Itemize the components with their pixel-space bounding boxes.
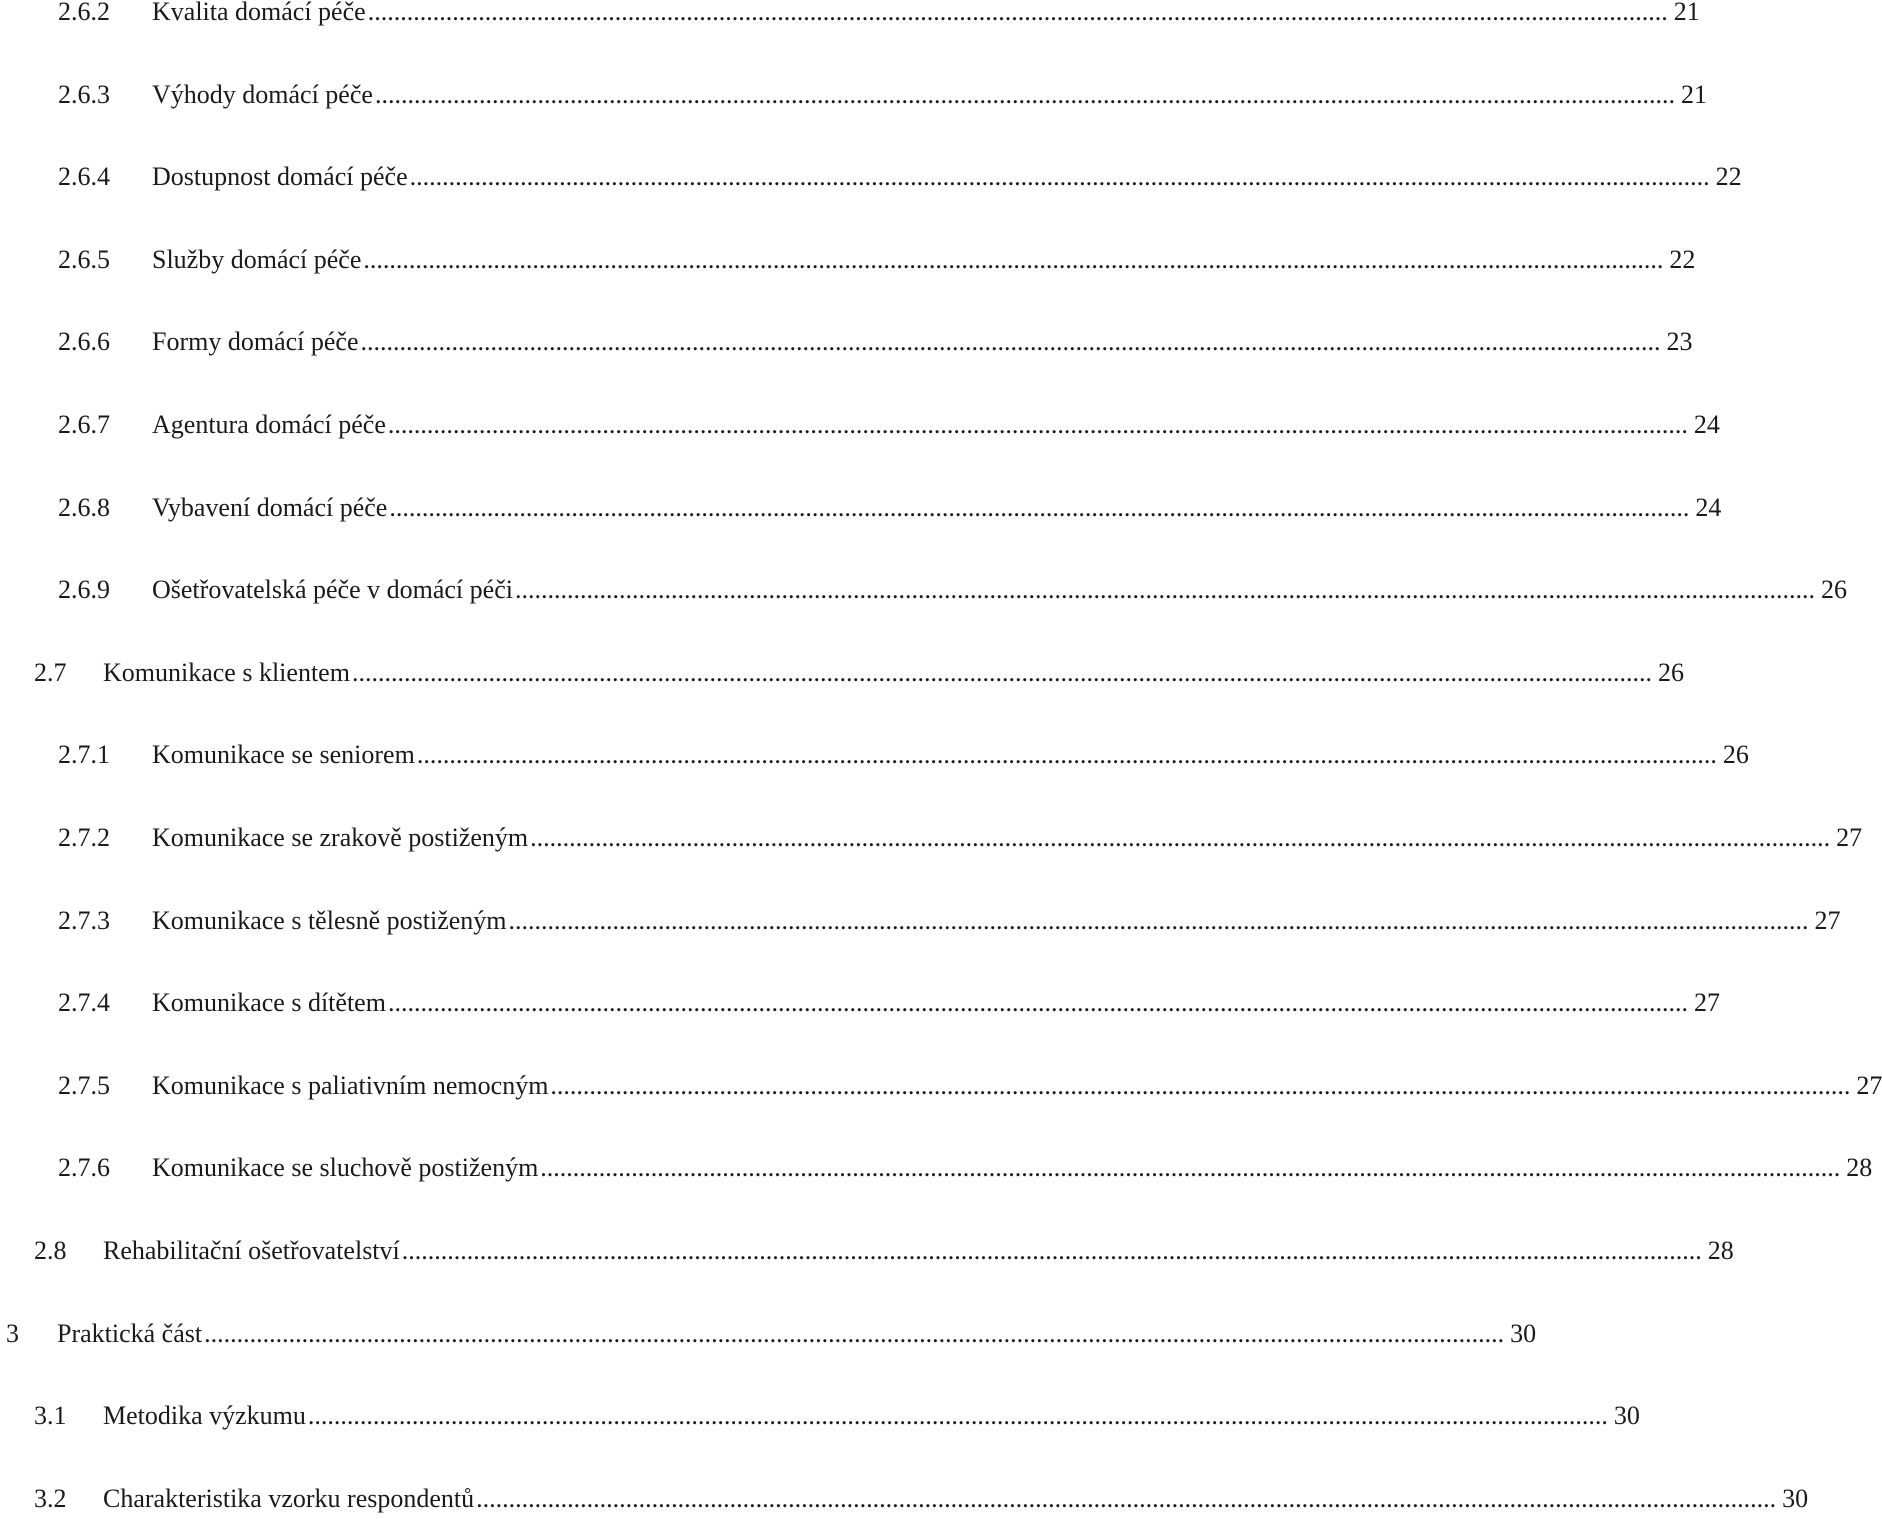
toc-entry-title: Výhody domácí péče	[152, 79, 373, 109]
toc-entry-number: 2.6.6	[58, 327, 110, 357]
toc-entry-title: Služby domácí péče	[152, 244, 362, 274]
toc-entry[interactable]	[0, 405, 1720, 445]
toc-dot-leader: ........................................................................................................................................................................................................	[476, 1483, 1777, 1513]
toc-entry-page: 26	[1722, 740, 1749, 770]
toc-entry-number: 2.7.6	[58, 1153, 110, 1183]
toc-entry-line	[152, 570, 1847, 610]
toc-entry-number: 2.6.9	[58, 575, 110, 605]
toc-entry-line	[152, 322, 1693, 362]
toc-entry-line	[152, 1148, 1873, 1188]
toc-entry-page: 21	[1680, 79, 1707, 109]
toc-entry-page: 30	[1510, 1318, 1537, 1348]
toc-entry-number: 2.7.2	[58, 823, 110, 852]
toc-dot-leader: ........................................................................................................................................................................................................	[387, 410, 1688, 439]
toc-entry-line	[152, 1066, 1882, 1106]
toc-entry-title: Formy domácí péče	[152, 327, 359, 357]
toc-entry[interactable]	[0, 1148, 1873, 1188]
toc-entry-number: 2.6.5	[58, 244, 110, 274]
toc-dot-leader: ........................................................................................................................................................................................................	[389, 492, 1690, 522]
toc-entry-line	[152, 405, 1720, 445]
toc-entry-line	[152, 818, 1863, 858]
toc-entry-number: 3.2	[34, 1483, 67, 1513]
toc-entry-title: Komunikace se sluchově postiženým	[152, 1153, 539, 1183]
toc-entry-page: 27	[1856, 1070, 1882, 1100]
toc-entry-page: 24	[1693, 410, 1720, 439]
toc-entry-title: Rehabilitační ošetřovatelství	[103, 1236, 400, 1265]
toc-entry-number: 2.7.5	[58, 1070, 110, 1100]
toc-entry-title: Komunikace s klientem	[103, 657, 350, 687]
toc-entry-line	[103, 1479, 1809, 1519]
toc-dot-leader: ........................................................................................................................................................................................................	[374, 79, 1675, 109]
toc-entry-number: 3.1	[34, 1401, 67, 1431]
toc-entry-line	[57, 1314, 1537, 1354]
toc-entry-page: 27	[1836, 823, 1863, 852]
toc-entry[interactable]	[0, 653, 1684, 693]
toc-entry-line	[152, 735, 1749, 775]
toc-entry-line	[103, 1231, 1734, 1271]
toc-entry-title: Komunikace s paliativním nemocným	[152, 1070, 549, 1100]
toc-entry-page: 21	[1673, 0, 1700, 26]
toc-dot-leader: ........................................................................................................................................................................................................	[550, 1070, 1851, 1100]
toc-entry-page: 27	[1693, 988, 1720, 1018]
toc-dot-leader: ........................................................................................................................................................................................................	[307, 1401, 1608, 1431]
toc-entry[interactable]	[0, 1479, 1809, 1519]
toc-entry[interactable]	[0, 157, 1742, 197]
toc-entry-title: Ošetřovatelská péče v domácí péči	[152, 575, 513, 605]
toc-entry[interactable]	[0, 488, 1722, 528]
toc-entry-title: Vybavení domácí péče	[152, 492, 388, 522]
toc-entry-title: Komunikace s tělesně postiženým	[152, 905, 507, 935]
toc-entry-number: 2.6.7	[58, 410, 110, 439]
toc-dot-leader: ........................................................................................................................................................................................................	[387, 988, 1688, 1018]
toc-entry-title: Komunikace s dítětem	[152, 988, 386, 1018]
toc-entry-page: 22	[1715, 162, 1742, 192]
toc-dot-leader: ........................................................................................................................................................................................................	[514, 575, 1815, 605]
toc-entry[interactable]	[0, 322, 1693, 362]
toc-entry-line	[152, 0, 1700, 32]
toc-entry-number: 2.7.4	[58, 988, 110, 1018]
toc-entry[interactable]	[0, 1396, 1640, 1436]
toc-entry[interactable]	[0, 901, 1841, 941]
toc-entry[interactable]	[0, 983, 1720, 1023]
toc-entry-number: 2.6.8	[58, 492, 110, 522]
toc-entry-page: 24	[1695, 492, 1722, 522]
toc-entry-page: 28	[1846, 1153, 1873, 1183]
toc-entry-page: 22	[1669, 244, 1696, 274]
toc-dot-leader: ........................................................................................................................................................................................................	[363, 244, 1664, 274]
toc-entry-page: 26	[1820, 575, 1847, 605]
toc-entry[interactable]	[0, 240, 1696, 280]
toc-entry-line	[152, 75, 1707, 115]
toc-dot-leader: ........................................................................................................................................................................................................	[409, 162, 1710, 192]
toc-entry-page: 30	[1613, 1401, 1640, 1431]
toc-dot-leader: ........................................................................................................................................................................................................	[416, 740, 1717, 770]
toc-entry-line	[152, 240, 1696, 280]
toc-entry-title: Metodika výzkumu	[103, 1401, 306, 1431]
toc-dot-leader: ........................................................................................................................................................................................................	[204, 1318, 1505, 1348]
toc-entry-page: 23	[1666, 327, 1693, 357]
toc-entry-number: 2.7.1	[58, 740, 110, 770]
toc-entry-page: 28	[1707, 1236, 1734, 1265]
toc-entry[interactable]	[0, 570, 1847, 610]
toc-entry-title: Praktická část	[57, 1318, 203, 1348]
toc-entry-title: Agentura domácí péče	[152, 410, 386, 439]
toc-dot-leader: ........................................................................................................................................................................................................	[360, 327, 1661, 357]
toc-entry-title: Komunikace se zrakově postiženým	[152, 823, 529, 852]
toc-entry-line	[152, 901, 1841, 941]
toc-entry-title: Komunikace se seniorem	[152, 740, 415, 770]
toc-entry-page: 27	[1814, 905, 1841, 935]
toc-dot-leader: ........................................................................................................................................................................................................	[351, 657, 1652, 687]
toc-entry-number: 3	[6, 1318, 19, 1348]
toc-entry[interactable]	[0, 735, 1749, 775]
toc-entry-number: 2.7.3	[58, 905, 110, 935]
toc-entry-line	[152, 157, 1742, 197]
toc-entry-line	[103, 653, 1684, 693]
toc-entry-number: 2.6.3	[58, 79, 110, 109]
toc-entry-line	[103, 1396, 1640, 1436]
toc-entry-title: Charakteristika vzorku respondentů	[103, 1483, 475, 1513]
toc-entry-number: 2.6.4	[58, 162, 110, 192]
toc-entry[interactable]	[0, 0, 1700, 32]
toc-entry-page: 30	[1782, 1483, 1809, 1513]
toc-entry[interactable]	[0, 818, 1863, 858]
toc-dot-leader: ........................................................................................................................................................................................................	[367, 0, 1668, 26]
toc-entry[interactable]	[0, 1066, 1882, 1106]
toc-entry-page: 26	[1657, 657, 1684, 687]
toc-dot-leader: ........................................................................................................................................................................................................	[401, 1236, 1702, 1265]
toc-entry-number: 2.6.2	[58, 0, 110, 26]
toc-entry-title: Kvalita domácí péče	[152, 0, 366, 26]
toc-entry[interactable]	[0, 1314, 1537, 1354]
toc-entry-line	[152, 488, 1722, 528]
toc-entry[interactable]	[0, 75, 1707, 115]
toc-dot-leader: ........................................................................................................................................................................................................	[540, 1153, 1841, 1183]
toc-entry-number: 2.8	[34, 1236, 67, 1265]
toc-entry-number: 2.7	[34, 657, 67, 687]
toc-entry-line	[152, 983, 1720, 1023]
toc-dot-leader: ........................................................................................................................................................................................................	[508, 905, 1809, 935]
toc-entry[interactable]	[0, 1231, 1734, 1271]
toc-entry-title: Dostupnost domácí péče	[152, 162, 408, 192]
toc-dot-leader: ........................................................................................................................................................................................................	[530, 823, 1831, 852]
